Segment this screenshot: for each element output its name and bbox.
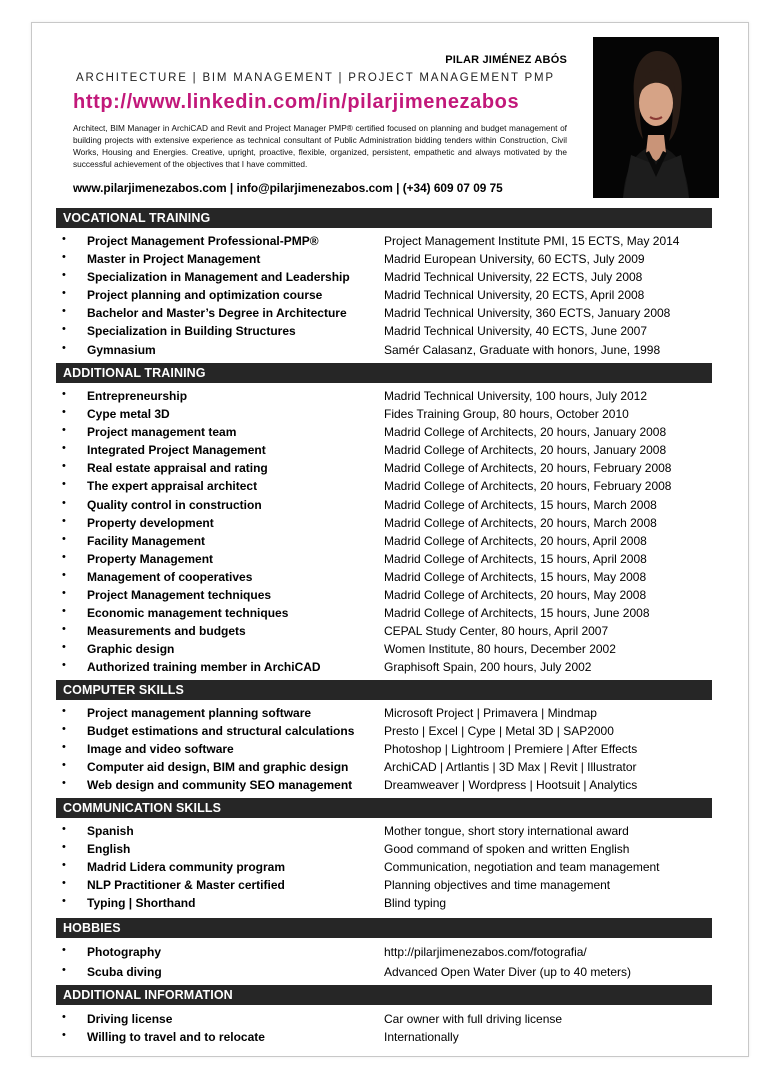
item-title: Project management team [87,425,237,440]
list-item [56,269,712,287]
list-item [56,323,712,341]
bullet: • [62,859,66,872]
bullet: • [62,895,66,908]
bullet: • [62,1011,66,1023]
item-title: Cype metal 3D [87,407,170,422]
list-item [56,859,712,877]
item-detail: Madrid College of Architects, 20 hours, March 2008 [384,515,657,530]
item-title: Scuba diving [87,965,162,979]
item-title: Integrated Project Management [87,443,266,458]
item-detail: Dreamweaver | Wordpress | Hootsuit | Analytics [384,778,638,793]
item-title: Project Management techniques [87,588,272,603]
list-item [56,944,712,964]
bullet: • [62,568,66,581]
list-item [56,895,712,913]
profile-summary: Architect, BIM Manager in ArchiCAD and Revit and Project Manager PMP® certified focused on planning and budget management of building projects with extensive experience as technical consultant of Public Administration bidding tenders within Construction, Civil Works, Housing and Energies. Creative, upright, proactive, flexible, organized, persistent, empathetic and always motivated by the successful achievement of the objectives that I have committed. [73,123,567,169]
item-title: Entrepreneurship [87,389,188,403]
bullet: • [62,550,66,563]
bullet: • [62,323,66,336]
bullet: • [62,723,66,736]
bullet: • [62,741,66,754]
bullet: • [62,251,66,264]
linkedin-link[interactable]: http://www.linkedin.com/in/pilarjimenezabos [73,91,520,113]
item-detail: Madrid College of Architects, 20 hours, April 2008 [384,533,647,548]
photography-link[interactable]: http://pilarjimenezabos.com/fotografia/ [384,945,587,959]
section-title-vocational-training: VOCATIONAL TRAINING [56,208,712,228]
item-detail: Internationally [384,1030,459,1045]
bullet: • [62,964,66,976]
item-title: Driving license [87,1012,173,1026]
item-detail: Planning objectives and time management [384,878,611,893]
vocational-training-list [56,233,712,360]
bullet: • [62,532,66,545]
computer-skills-list [56,705,712,795]
item-detail: Madrid College of Architects, 20 hours, January 2008 [384,443,667,458]
item-detail: Madrid College of Architects, 15 hours, May 2008 [384,569,647,584]
item-title: Typing | Shorthand [87,896,196,911]
list-item [56,623,712,641]
section-title-computer-skills: COMPUTER SKILLS [56,680,712,700]
list-item [56,388,712,406]
bullet: • [62,944,66,956]
section-title-additional-training: ADDITIONAL TRAINING [56,363,712,383]
item-title: NLP Practitioner & Master certified [87,878,285,893]
list-item [56,497,712,515]
list-item [56,605,712,623]
item-title: Web design and community SEO management [87,778,353,793]
bullet: • [62,705,66,717]
bullet: • [62,823,66,835]
item-detail: Madrid College of Architects, 20 hours, February 2008 [384,479,672,494]
bullet: • [62,406,66,419]
item-detail: Madrid College of Architects, 15 hours, March 2008 [384,497,657,512]
list-item [56,641,712,659]
item-detail: Madrid College of Architects, 20 hours, February 2008 [384,461,672,476]
list-item [56,759,712,777]
item-detail: Fides Training Group, 80 hours, October 2010 [384,407,629,422]
item-title: Willing to travel and to relocate [87,1030,265,1045]
list-item [56,533,712,551]
bullet: • [62,841,66,854]
item-title: Project management planning software [87,706,312,720]
list-item [56,569,712,587]
item-title: Bachelor and Master’s Degree in Architecture [87,306,347,321]
list-item [56,841,712,859]
list-item [56,478,712,496]
section-title-hobbies: HOBBIES [56,918,712,938]
list-item [56,723,712,741]
list-item [56,342,712,360]
item-title: Budget estimations and structural calculations [87,724,355,739]
list-item [56,460,712,478]
item-detail: Madrid Technical University, 20 ECTS, April 2008 [384,288,645,303]
bullet: • [62,514,66,527]
list-item [56,823,712,841]
item-detail: Car owner with full driving license [384,1012,563,1026]
item-detail: Project Management Institute PMI, 15 ECTS, May 2014 [384,234,680,248]
hobbies-list [56,944,712,982]
bullet: • [62,341,66,354]
bullet: • [62,388,66,400]
item-detail: Samér Calasanz, Graduate with honors, June, 1998 [384,342,661,357]
bullet: • [62,460,66,473]
item-detail: ArchiCAD | Artlantis | 3D Max | Revit | Illustrator [384,760,637,775]
bullet: • [62,1029,66,1042]
item-title: Quality control in construction [87,497,262,512]
item-title: Measurements and budgets [87,624,246,639]
bullet: • [62,305,66,318]
item-detail: Madrid College of Architects, 20 hours, January 2008 [384,425,667,440]
list-item [56,741,712,759]
additional-training-list [56,388,712,678]
communication-skills-list [56,823,712,913]
item-title: Project planning and optimization course [87,288,323,303]
item-detail: Madrid Technical University, 100 hours, July 2012 [384,389,648,403]
section-title-communication-skills: COMMUNICATION SKILLS [56,798,712,818]
item-title: Computer aid design, BIM and graphic design [87,760,349,775]
item-detail: Women Institute, 80 hours, December 2002 [384,642,616,657]
item-title: Facility Management [87,533,206,548]
bullet: • [62,877,66,890]
item-detail: Advanced Open Water Diver (up to 40 meters) [384,965,631,979]
item-detail: Madrid Technical University, 40 ECTS, June 2007 [384,324,648,339]
item-title: Authorized training member in ArchiCAD [87,660,321,675]
contact-line[interactable]: www.pilarjimenezabos.com | info@pilarjimenezabos.com | (+34) 609 07 09 75 [73,181,503,195]
candidate-name: PILAR JIMÉNEZ ABÓS [445,54,567,66]
item-detail: Madrid College of Architects, 15 hours, June 2008 [384,606,650,621]
item-title: Real estate appraisal and rating [87,461,268,476]
bullet: • [62,424,66,437]
bullet: • [62,777,66,790]
list-item [56,305,712,323]
list-item [56,515,712,533]
item-title: Madrid Lidera community program [87,860,286,875]
item-detail: Blind typing [384,896,447,911]
item-title: Management of cooperatives [87,569,253,584]
tagline: ARCHITECTURE | BIM MANAGEMENT | PROJECT MANAGEMENT PMP [76,72,555,84]
bullet: • [62,442,66,455]
list-item [56,551,712,569]
bullet: • [62,233,66,245]
portrait-illustration [593,37,719,198]
bullet: • [62,478,66,491]
bullet: • [62,496,66,509]
bullet: • [62,759,66,772]
list-item [56,877,712,895]
item-detail: Madrid College of Architects, 15 hours, April 2008 [384,551,647,566]
bullet: • [62,287,66,300]
portrait-photo [593,37,719,198]
item-detail: Mother tongue, short story international award [384,824,629,838]
list-item [56,287,712,305]
item-detail: Graphisoft Spain, 200 hours, July 2002 [384,660,592,675]
list-item [56,777,712,795]
item-detail: Madrid Technical University, 22 ECTS, July 2008 [384,270,643,285]
item-title: Spanish [87,824,134,838]
item-title: Master in Project Management [87,252,261,267]
item-title: Specialization in Building Structures [87,324,296,339]
bullet: • [62,659,66,672]
list-item [56,1029,712,1047]
list-item [56,705,712,723]
list-item [56,587,712,605]
section-title-additional-information: ADDITIONAL INFORMATION [56,985,712,1005]
resume-header [31,22,749,206]
list-item [56,251,712,269]
item-detail: Communication, negotiation and team management [384,860,660,875]
item-detail: Madrid European University, 60 ECTS, July 2009 [384,252,645,267]
item-title: Economic management techniques [87,606,289,621]
list-item [56,1011,712,1029]
item-title: English [87,842,131,857]
item-detail: Photoshop | Lightroom | Premiere | After Effects [384,742,638,757]
list-item [56,406,712,424]
bullet: • [62,605,66,618]
item-title: Property development [87,515,214,530]
item-title: Project Management Professional-PMP® [87,234,319,248]
item-title: Specialization in Management and Leadership [87,270,350,285]
list-item [56,442,712,460]
item-detail: Madrid Technical University, 360 ECTS, January 2008 [384,306,671,321]
item-title: Property Management [87,551,214,566]
item-title: Graphic design [87,642,175,657]
list-item [56,659,712,677]
bullet: • [62,269,66,282]
list-item [56,964,712,982]
item-title: Photography [87,945,161,959]
list-item [56,233,712,251]
item-detail: Madrid College of Architects, 20 hours, May 2008 [384,588,647,603]
item-detail: Good command of spoken and written English [384,842,630,857]
item-title: Image and video software [87,742,234,757]
additional-information-list [56,1011,712,1047]
bullet: • [62,641,66,654]
bullet: • [62,623,66,636]
item-detail: CEPAL Study Center, 80 hours, April 2007 [384,624,609,639]
list-item [56,424,712,442]
bullet: • [62,587,66,600]
item-detail: Presto | Excel | Cype | Metal 3D | SAP2000 [384,724,614,739]
item-title: Gymnasium [87,342,156,357]
item-detail: Microsoft Project | Primavera | Mindmap [384,706,597,720]
item-title: The expert appraisal architect [87,479,258,494]
